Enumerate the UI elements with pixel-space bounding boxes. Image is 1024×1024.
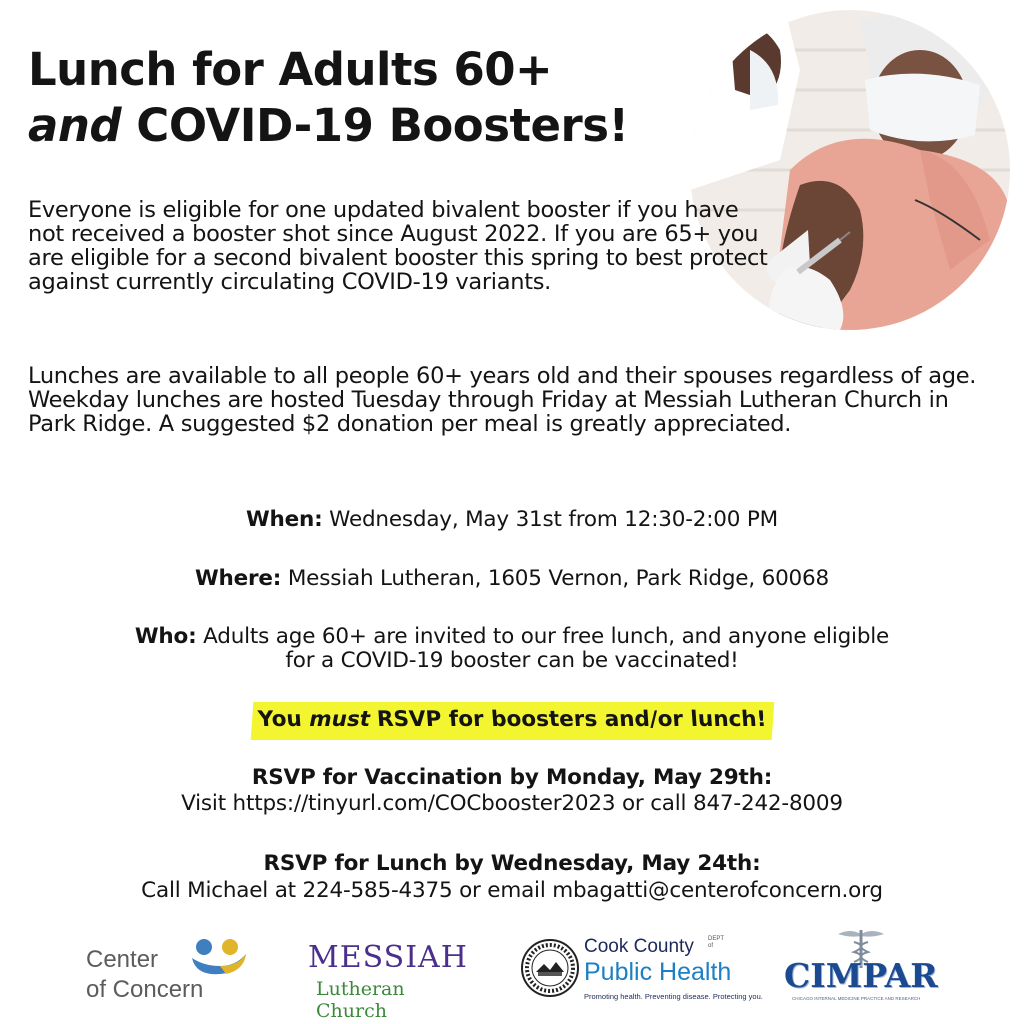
messiah-logo-line-1: MESSIAH xyxy=(308,940,468,975)
rsvp-vaccination-text: Visit https://tinyurl.com/COCbooster2023 or call 847-242-8009 xyxy=(181,791,843,816)
when-value: Wednesday, May 31st from 12:30-2:00 PM xyxy=(329,507,779,532)
where-value: Messiah Lutheran, 1605 Vernon, Park Ridge, 60068 xyxy=(287,566,829,591)
cimpar-logo-name: CIMPAR xyxy=(784,956,938,995)
coc-logo-line-1: Center xyxy=(86,946,159,973)
title-italic-word: and xyxy=(28,99,122,152)
who-line xyxy=(0,624,1024,650)
title-line-2: COVID-19 Boosters! xyxy=(136,99,629,152)
who-label: Who: xyxy=(134,624,197,649)
cook-logo-line-1: Cook County xyxy=(584,936,694,957)
page-title xyxy=(28,42,629,154)
center-of-concern-logo xyxy=(82,936,257,1006)
sponsor-logos xyxy=(0,920,1024,1020)
who-line-2 xyxy=(0,648,1024,674)
who-value-line-2: for a COVID-19 booster can be vaccinated! xyxy=(285,648,739,673)
lunch-info-paragraph: Lunches are available to all people 60+ years old and their spouses regardless of age. Weekday lunches are hosted Tuesday through Friday at Messiah Lutheran Church in Park Ridge. A suggested $2 donation per meal is greatly appreciated. xyxy=(28,363,977,437)
rsvp-notice-emphasis: must xyxy=(308,707,370,732)
cimpar-logo-subtitle: CHICAGO INTERNAL MEDICINE PRACTICE AND RESEARCH xyxy=(792,996,921,1001)
rsvp-notice-pre: You xyxy=(256,707,303,732)
cook-logo-tagline: Promoting health. Preventing disease. Protecting you. xyxy=(584,992,763,1001)
booster-eligibility-paragraph: Everyone is eligible for one updated bivalent booster if you have not received a booster shot since August 2022. If you are 65+ you are eligible for a second bivalent booster this spring to best protect against currently circulating COVID-19 variants. xyxy=(28,197,768,295)
rsvp-lunch-text: Call Michael at 224-585-4375 or email mbagatti@centerofconcern.org xyxy=(141,878,883,903)
rsvp-notice-highlight xyxy=(250,702,774,740)
cook-logo-line-2: Public Health xyxy=(584,958,732,986)
messiah-lutheran-logo xyxy=(306,940,476,1022)
where-line xyxy=(0,566,1024,592)
county-seal-icon xyxy=(520,938,580,998)
rsvp-vaccination-heading: RSVP for Vaccination by Monday, May 29th: xyxy=(251,765,773,790)
messiah-logo-line-2: Lutheran Church xyxy=(316,978,405,1022)
when-line xyxy=(0,507,1024,533)
rsvp-notice xyxy=(0,702,1024,740)
when-label: When: xyxy=(245,507,323,532)
rsvp-notice-post: RSVP for boosters and/or lunch! xyxy=(376,707,768,732)
title-line-1: Lunch for Adults 60+ xyxy=(28,43,553,96)
cook-logo-dept: DEPT of xyxy=(708,936,724,949)
rsvp-lunch-heading: RSVP for Lunch by Wednesday, May 24th: xyxy=(263,851,761,876)
cimpar-logo xyxy=(782,926,942,1016)
where-label: Where: xyxy=(195,566,282,591)
people-icon xyxy=(186,936,252,978)
coc-logo-line-2: of Concern xyxy=(86,976,204,1003)
cook-county-public-health-logo xyxy=(520,934,763,1014)
who-value-line-1: Adults age 60+ are invited to our free lunch, and anyone eligible xyxy=(203,624,890,649)
